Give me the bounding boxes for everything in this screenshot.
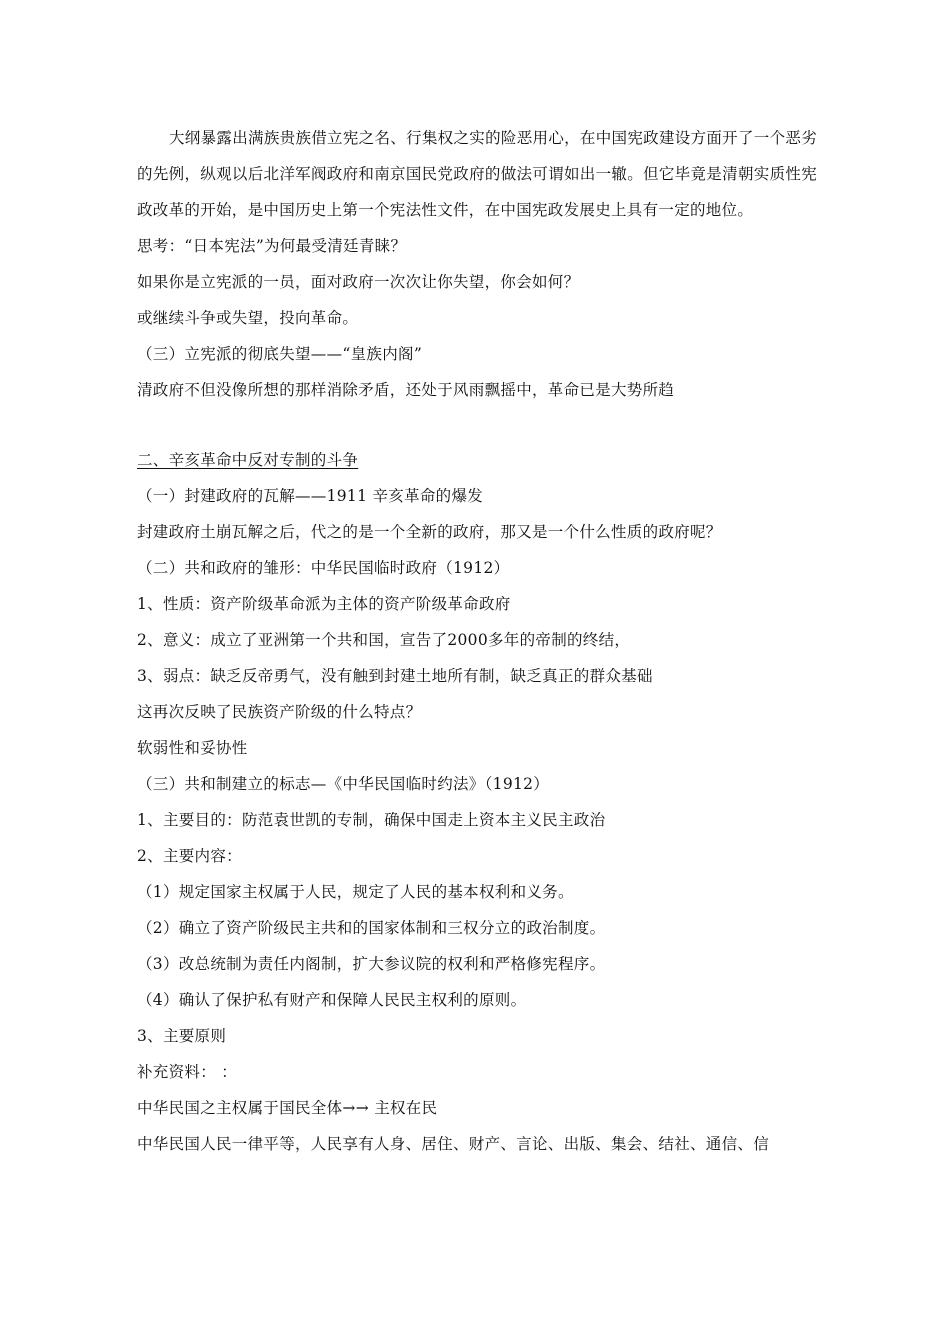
body-line: 补充资料： ： [137,1063,238,1081]
body-line: 软弱性和妥协性 [137,739,248,757]
list-item: 3、弱点：缺乏反帝勇气，没有触到封建土地所有制，缺乏真正的群众基础 [137,667,653,685]
discussion-block [137,228,817,408]
list-item: 3、主要原则 [137,1027,227,1045]
body-line: 中华民国之主权属于国民全体→→ 主权在民 [137,1099,438,1117]
section-heading: 二、辛亥革命中反对专制的斗争 [137,451,359,469]
answer-line: 或继续斗争或失望，投向革命。 [137,309,359,327]
intro-paragraph: 大纲暴露出满族贵族借立宪之名、行集权之实的险恶用心，在中国宪政建设方面开了一个恶劣的先例，纵观以后北洋军阀政府和南京国民党政府的做法可谓如出一辙。但它毕竟是清朝实质性宪政改革的开始，是中国历史上第一个宪法性文件，在中国宪政发展史上具有一定的地位。 [137,129,817,219]
think-question: 思考：“日本宪法”为何最受清廷青睐？ [137,237,407,255]
subsection-heading: （二）共和政府的雏形：中华民国临时政府（1912） [137,559,510,577]
conclusion-line: 清政府不但没像所想的那样消除矛盾，还处于风雨飘摇中，革命已是大势所趋 [137,381,675,399]
body-line: 中华民国人民一律平等，人民享有人身、居住、财产、言论、出版、集会、结社、通信、信 [137,1135,770,1153]
subsection-heading: （一）封建政府的瓦解——1911 辛亥革命的爆发 [137,487,484,505]
hypothetical-question: 如果你是立宪派的一员，面对政府一次次让你失望，你会如何？ [137,273,580,291]
sub-list-item: （1）规定国家主权属于人民，规定了人民的基本权利和义务。 [137,883,574,901]
document-page [137,120,817,1162]
subsection-heading: （三）共和制建立的标志—《中华民国临时约法》（1912） [137,775,550,793]
body-line: 这再次反映了民族资产阶级的什么特点？ [137,703,422,721]
spacer [137,408,817,442]
section-body [137,478,817,1162]
sub-list-item: （2）确立了资产阶级民主共和的国家体制和三权分立的政治制度。 [137,919,606,937]
list-item: 2、主要内容： [137,847,242,865]
sub-list-item: （3）改总统制为责任内阁制，扩大参议院的权利和严格修宪程序。 [137,955,606,973]
list-item: 1、主要目的：防范袁世凯的专制，确保中国走上资本主义民主政治 [137,811,606,829]
body-line: 封建政府土崩瓦解之后，代之的是一个全新的政府，那又是一个什么性质的政府呢？ [137,523,722,541]
sub-list-item: （4）确认了保护私有财产和保障人民民主权利的原则。 [137,991,527,1009]
subsection-heading: （三）立宪派的彻底失望——“皇族内阁” [137,345,423,363]
list-item: 2、意义：成立了亚洲第一个共和国，宣告了2000多年的帝制的终结， [137,631,631,649]
list-item: 1、性质：资产阶级革命派为主体的资产阶级革命政府 [137,595,511,613]
